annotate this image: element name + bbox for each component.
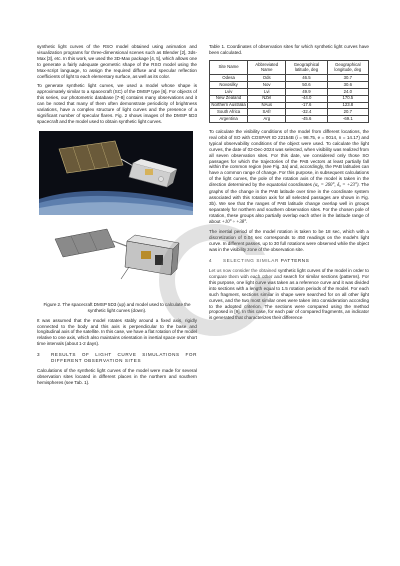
table-row <box>210 82 369 89</box>
table-cell: Lvi <box>248 89 286 96</box>
paragraph-1: synthetic light curves of the RSO model obtained using animation and visualization programs for three-dimensional scenes such as Blender [2], 3ds-Max [3], etc. In this work, we used the 3D-Max package [4, 5], which allows one to generate a fairly adequate geometric shape of the RSO model using the Max-script language, to assign the required diffuse and specular reflection coefficients of light to each elementary surface, as well as its color. <box>37 44 197 79</box>
right-column <box>209 44 369 325</box>
table-cell: 46.5 <box>286 75 327 82</box>
table-cell: Novosilky <box>210 82 248 89</box>
section-3-number: 3 <box>37 352 41 358</box>
table-cell: 20.7 <box>327 109 368 116</box>
paragraph-5-text: To calculate the visibility conditions of the model from different locations, the real orbit of SO with COSPAR ID 22154B (i = 98.75, e = 0014, n = 14.17) and typical observability conditions of the object were used. To calculate the light curves, the date of 02-Dec-2024 was selected, when visibility was realized from all seven observation sites. For this date, we considered only those SO passages for which the trajectories of the PAB vectors at least partially fall within the common region (see Fig. 3a) and, accordingly, the PAB latitudes can have a common range of change. For this purpose, in subsequent calculations of the light curves, the pole of the rotation axis of the model is taken in the direction determined by the equatorial coordinates <box>209 128 369 188</box>
table-cell: Lviv <box>210 89 248 96</box>
paragraph-2: To generate synthetic light curves, we used a model whose shape is approximately similar to a spacecraft (SC) of the DMSP type [6]. For objects of this series, our photometric database [7-8] contains many observations and it can be noted that many of them often demonstrate periodicity of brightness variations, have a complex structure of light curves and the presence of a significant number of specular flares. Fig. 2 shows images of the DMSP 5D3 spacecraft and the model used to obtain synthetic light curves. <box>37 83 197 124</box>
table-cell: Argentina <box>210 116 248 123</box>
table-row <box>210 95 369 102</box>
table-header-cell: Geographical longitude, deg <box>327 60 368 75</box>
paragraph-3: It was assumed that the model rotates stably around a fixed axis, rigidly connected to the body and this axis is perpendicular to the base and longitudinal axis of the satellite. In this case, we have a flat rotation of the model relative to one axis, which also maintains orientation in inertial space over short time intervals (about 1-2 days). <box>37 317 197 347</box>
table-cell: -44.0 <box>286 95 327 102</box>
paragraph-7: Let us now consider the obtained synthetic light curves of the model in order to compare them with each other and search for similar sections (patterns). For this purpose, one light curve was taken as a reference curve and it was divided into sections with a length equal to 1.5 rotation periods of the model. For each such fragment, sections similar in shape were searched for on all other light curves, and the two most similar ones were taken into consideration according to the adopted criterion. The sections were compared using the method proposed in [9]. In this case, for each pair of compared fragments, an indicator is generated that characterizes their difference <box>209 268 369 321</box>
section-4-number: 4 <box>209 258 213 264</box>
paragraph-4: Calculations of the synthetic light curves of the model were made for several observation sites located in different places in the northern and southern hemispheres (see Tab. 1). <box>37 368 197 385</box>
table-cell: Northern Australia <box>211 102 246 108</box>
table-cell: Nov <box>248 82 286 89</box>
table-cell: New Zealand <box>210 95 248 102</box>
table-cell: SAfr <box>248 109 286 116</box>
latitude-range: +10° ÷ +38°. <box>221 219 248 225</box>
paragraph-6: The inertial period of the model rotation is taken to be 18 sec, which with a discretization of 0.04 sec corresponds to 450 readings on the model's light curve. In different passes, up to 30 full rotations were observed while the object was in the visibility zone of the observation site. <box>209 229 369 253</box>
table-cell: -69.1 <box>327 116 368 123</box>
table-cell: -45.6 <box>286 116 327 123</box>
figure-2-images <box>37 129 197 299</box>
table-cell: -32.4 <box>286 109 327 116</box>
table-cell: 49.9 <box>286 89 327 96</box>
table-cell: 30.7 <box>327 75 368 82</box>
table-cell: Arg <box>248 116 286 123</box>
section-3-title: RESULTS OF LIGHT CURVE SIMULATIONS FOR DIFFERENT OBSERVATION SITES <box>51 352 197 364</box>
table-caption: Table 1. Coordinates of observation sites for which synthetic light curves have been calculated. <box>209 44 369 55</box>
section-4-heading <box>209 258 369 264</box>
table-cell: Ods <box>248 75 286 82</box>
pole-coordinates: (α₀ = 260°, δ₀ = +23°). <box>313 183 360 189</box>
table-row <box>210 75 369 82</box>
paragraph-5-continued: The graphs of the change in the PAB latitude over time in the coordinate system associated with this rotation axis for all selected passages are shown in Fig. 3b). We see that the ranges of PAB latitude change overlap well in groups separately for northern and southern observation sites. For the chosen pole of rotation, these groups also partially overlap each other in the latitude range of about <box>209 182 369 224</box>
table-cell: -17.6 <box>286 102 327 109</box>
table-cell: NZel <box>248 95 286 102</box>
table-header-cell: Site Name <box>210 60 248 75</box>
paragraph-5 <box>209 129 369 226</box>
table-cell: 24.0 <box>327 89 368 96</box>
table-cell: 123.8 <box>327 102 368 109</box>
figure-caption: Figure 2. The spacecraft DMSP 5D3 (up) and model used to calculate the synthetic light curves (down). <box>43 301 191 313</box>
table-row <box>210 109 369 116</box>
section-3-heading <box>37 352 197 364</box>
spacecraft-photo <box>39 131 193 215</box>
table-row <box>210 89 369 96</box>
observation-sites-table <box>209 60 369 123</box>
table-header-row <box>210 60 369 75</box>
table-cell: NAus <box>248 102 286 109</box>
table-header-cell: Abbreviated Name <box>248 60 286 75</box>
table-row <box>210 116 369 123</box>
table-header-cell: Geographical latitude, deg <box>286 60 327 75</box>
table-cell: 50.6 <box>286 82 327 89</box>
table-cell: Odesa <box>210 75 248 82</box>
table-cell: 170.5 <box>327 95 368 102</box>
left-column <box>37 44 197 390</box>
spacecraft-model-render <box>55 229 179 279</box>
table-row <box>210 102 369 109</box>
table-cell: South Africa <box>210 109 248 116</box>
table-cell: 30.6 <box>327 82 368 89</box>
section-4-title: SELECTING SIMILAR PATTERNS <box>223 258 310 264</box>
figure-2 <box>37 129 197 299</box>
